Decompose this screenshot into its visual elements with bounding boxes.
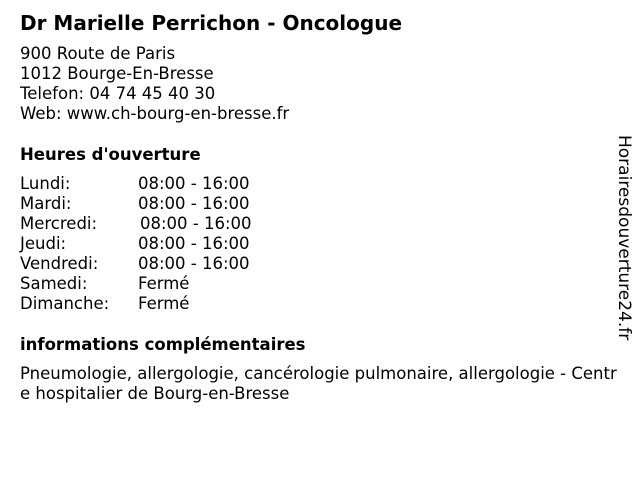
address-block [20,44,289,124]
day-hours: 08:00 - 16:00 [138,174,250,193]
additional-info-text: Pneumologie, allergologie, cancérologie pulmonaire, allergologie - Centre hospitalier de Bourg-en-Bresse [20,364,617,403]
day-hours: 08:00 - 16:00 [138,254,250,273]
day-hours: 08:00 - 16:00 [138,194,250,213]
day-label: Lundi: [20,174,71,193]
day-label: Mardi: [20,194,72,213]
day-label: Mercredi: [20,214,98,233]
day-label: Vendredi: [20,254,99,273]
website-link[interactable]: Web: www.ch-bourg-en-bresse.fr [20,104,290,123]
additional-info-heading: informations complémentaires [20,335,306,354]
city-address: 1012 Bourge-En-Bresse [20,64,214,83]
day-label: Dimanche: [20,294,110,313]
page-title: Dr Marielle Perrichon - Oncologue [20,11,403,35]
day-hours: 08:00 - 16:00 [138,234,250,253]
phone-number: Telefon: 04 74 45 40 30 [20,84,216,103]
day-label: Samedi: [20,274,88,293]
street-address: 900 Route de Paris [20,44,176,63]
opening-hours-heading: Heures d'ouverture [20,145,201,164]
site-watermark: Horairesdouverture24.fr [614,135,634,341]
day-hours: 08:00 - 16:00 [140,214,252,233]
day-hours: Fermé [138,274,190,293]
day-label: Jeudi: [20,234,67,253]
day-hours: Fermé [138,294,190,313]
